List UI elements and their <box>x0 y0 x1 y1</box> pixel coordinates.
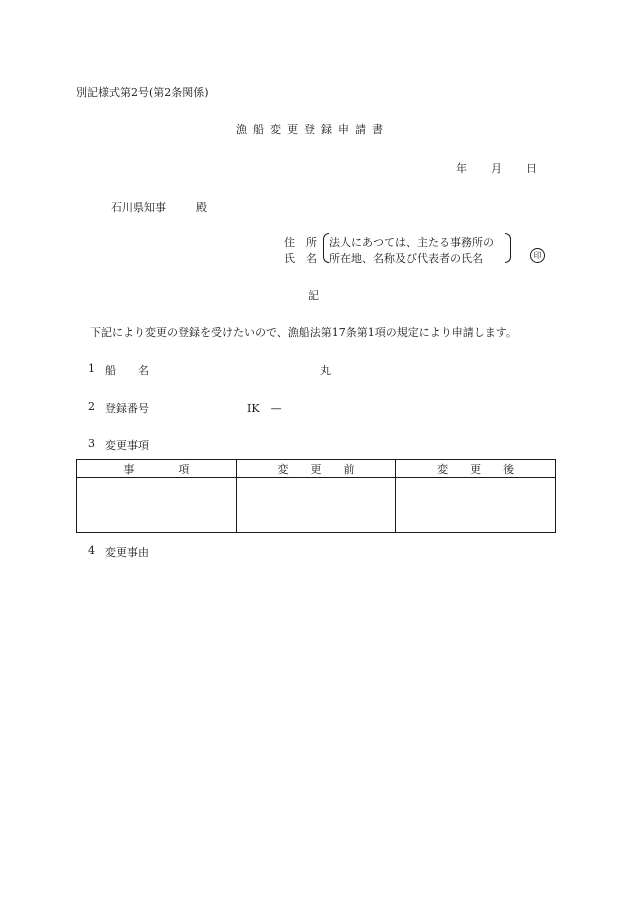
registration-value: IK — <box>247 402 282 415</box>
cell-item[interactable] <box>77 478 237 533</box>
name-label: 氏 名 <box>284 252 317 265</box>
form-label: 別記様式第2号(第2条関係) <box>76 86 209 99</box>
cell-before[interactable] <box>236 478 396 533</box>
statement: 下記により変更の登録を受けたいので、漁船法第17条第1項の規定により申請します。 <box>90 326 517 339</box>
header-item <box>77 460 237 478</box>
addressee-honorific: 殿 <box>196 201 207 214</box>
item-number: 4 <box>88 544 95 557</box>
header-item-label: 事 項 <box>123 462 190 476</box>
item-label: 変更事項 <box>105 439 149 452</box>
date-day: 日 <box>526 162 537 175</box>
date-year: 年 <box>456 162 467 175</box>
item-number: 2 <box>88 400 95 413</box>
ki-heading: 記 <box>308 289 319 302</box>
cell-after[interactable] <box>396 478 556 533</box>
change-table <box>76 459 556 533</box>
item-label: 変更事由 <box>105 546 149 559</box>
page-title: 漁船変更登録申請書 <box>236 123 389 136</box>
header-after-label: 変 更 後 <box>437 462 515 476</box>
item-number: 3 <box>88 437 95 450</box>
right-bracket <box>505 233 511 263</box>
item-label: 登録番号 <box>105 402 149 415</box>
table-header-row <box>77 460 556 478</box>
applicant-note-line2: 所在地、名称及び代表者の氏名 <box>329 252 483 265</box>
item-number: 1 <box>88 362 95 375</box>
address-label: 住 所 <box>284 236 317 249</box>
applicant-note-line1: 法人にあつては、主たる事務所の <box>329 236 494 249</box>
ship-name-value: 丸 <box>320 364 331 377</box>
header-before <box>236 460 396 478</box>
table-row <box>77 478 556 533</box>
seal-mark: 印 <box>530 248 545 263</box>
addressee-name: 石川県知事 <box>111 201 166 214</box>
header-after <box>396 460 556 478</box>
header-before-label: 変 更 前 <box>277 462 355 476</box>
date-month: 月 <box>491 162 502 175</box>
item-label: 船 名 <box>105 364 149 377</box>
